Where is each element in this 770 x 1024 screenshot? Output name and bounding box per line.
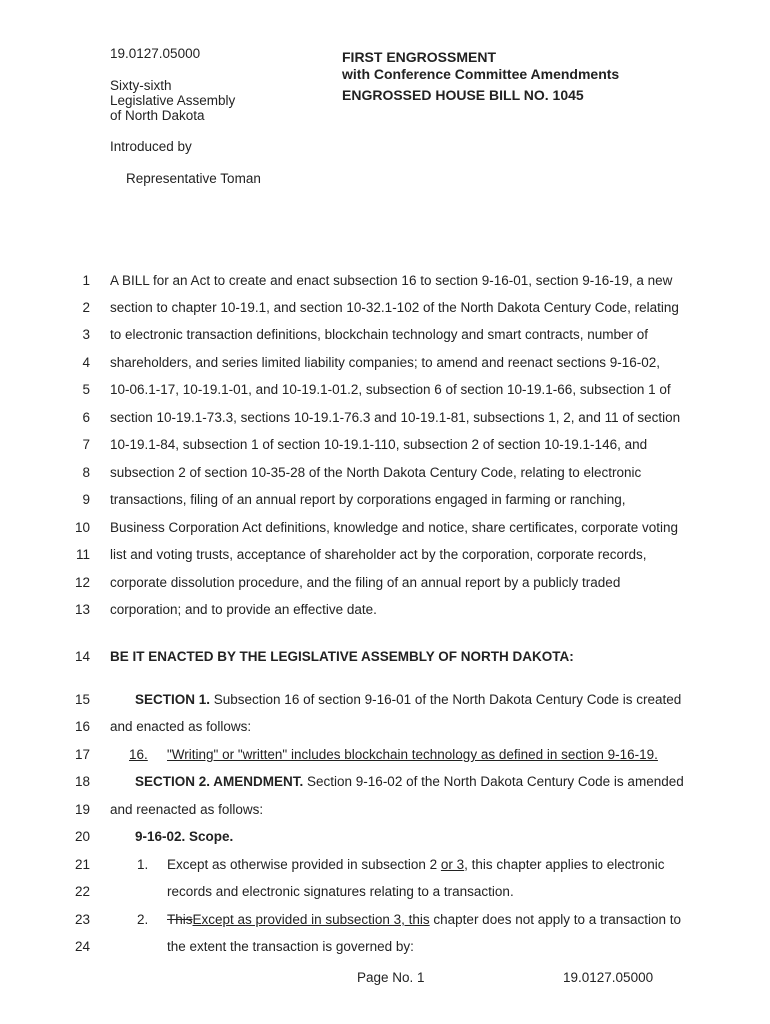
line-number: 8 <box>82 465 90 480</box>
line-number: 6 <box>82 410 90 425</box>
line-text: corporate dissolution procedure, and the filing of an annual report by a publicly traded <box>110 575 621 590</box>
line-number: 12 <box>74 575 90 590</box>
line-text: 10-06.1-17, 10-19.1-01, and 10-19.1-01.2, subsection 6 of section 10-19.1-66, subsection 1 of <box>110 382 671 397</box>
assembly-line-1: Sixty-sixth <box>110 78 172 93</box>
line-text: corporation; and to provide an effective date. <box>110 602 377 617</box>
line-number: 22 <box>74 884 90 899</box>
line-number: 3 <box>82 327 90 342</box>
inserted-text: or 3 <box>440 857 465 872</box>
line-text: list and voting trusts, acceptance of shareholder act by the corporation, corporate records, <box>110 547 647 562</box>
line-text: A BILL for an Act to create and enact subsection 16 to section 9-16-01, section 9-16-19, a new <box>110 273 673 288</box>
inserted-text: Except as provided in subsection 3, this <box>192 912 430 927</box>
line-text: records and electronic signatures relating to a transaction. <box>167 884 514 899</box>
section-heading: SECTION 2. AMENDMENT. <box>135 774 304 789</box>
line-number: 17 <box>74 747 90 762</box>
list-number: 16. <box>129 747 148 762</box>
introduced-by-label: Introduced by <box>110 139 192 154</box>
line-number: 16 <box>74 719 90 734</box>
line-text: transactions, filing of an annual report by corporations engaged in farming or ranching, <box>110 492 626 507</box>
line-text: subsection 2 of section 10-35-28 of the North Dakota Century Code, relating to electronic <box>110 465 642 480</box>
line-number: 13 <box>74 602 90 617</box>
doc-id: 19.0127.05000 <box>110 46 201 61</box>
assembly-line-2: Legislative Assembly <box>110 93 236 108</box>
line-text: to electronic transaction definitions, blockchain technology and smart contracts, number of <box>110 327 649 342</box>
line-number: 18 <box>74 774 90 789</box>
line-text: SECTION 1. Subsection 16 of section 9-16-01 of the North Dakota Century Code is created <box>135 692 682 707</box>
enacting-clause: BE IT ENACTED BY THE LEGISLATIVE ASSEMBLY OF NORTH DAKOTA: <box>110 649 574 664</box>
assembly-line-3: of North Dakota <box>110 108 205 123</box>
line-number: 24 <box>74 939 90 954</box>
line-text: shareholders, and series limited liability companies; to amend and reenact sections 9-16-02, <box>110 355 661 370</box>
line-text: section to chapter 10-19.1, and section 10-32.1-102 of the North Dakota Century Code, relating <box>110 300 679 315</box>
line-number: 9 <box>82 492 90 507</box>
line-text: Business Corporation Act definitions, knowledge and notice, share certificates, corporate voting <box>110 520 679 535</box>
inserted-text: "Writing" or "written" includes blockchain technology as defined in section 9-16-19. <box>167 747 658 762</box>
section-heading: SECTION 1. <box>135 692 211 707</box>
list-number: 2. <box>137 912 149 927</box>
amendments-subtitle: with Conference Committee Amendments <box>342 66 620 82</box>
line-text: Except as otherwise provided in subsection 2 or 3, this chapter applies to electronic <box>167 857 665 872</box>
line-text: and reenacted as follows: <box>110 802 264 817</box>
engrossment-title: FIRST ENGROSSMENT <box>342 49 497 65</box>
line-number: 5 <box>82 382 90 397</box>
line-number: 14 <box>74 649 90 664</box>
footer-doc-id: 19.0127.05000 <box>563 970 654 985</box>
line-number: 4 <box>82 355 90 370</box>
line-number: 15 <box>74 692 90 707</box>
line-number: 1 <box>82 273 90 288</box>
line-text: 10-19.1-84, subsection 1 of section 10-19.1-110, subsection 2 of section 10-19.1-146, and <box>110 437 648 452</box>
line-number: 2 <box>82 300 90 315</box>
line-number: 11 <box>75 547 90 562</box>
line-number: 19 <box>74 802 90 817</box>
line-number: 23 <box>74 912 90 927</box>
section-title: 9-16-02. Scope. <box>135 829 234 844</box>
page-number: Page No. 1 <box>357 970 425 985</box>
line-text: SECTION 2. AMENDMENT. Section 9-16-02 of the North Dakota Century Code is amended <box>135 774 684 789</box>
line-text: section 10-19.1-73.3, sections 10-19.1-76.3 and 10-19.1-81, subsections 1, 2, and 11 of section <box>110 410 681 425</box>
line-number: 21 <box>74 857 90 872</box>
bill-title: ENGROSSED HOUSE BILL NO. 1045 <box>342 87 584 103</box>
deleted-text: This <box>167 912 193 927</box>
line-number: 7 <box>82 437 90 452</box>
line-number: 10 <box>74 520 90 535</box>
list-number: 1. <box>137 857 149 872</box>
line-text: and enacted as follows: <box>110 719 252 734</box>
line-text: ThisExcept as provided in subsection 3, this chapter does not apply to a transaction to <box>167 912 682 927</box>
line-text: the extent the transaction is governed by: <box>167 939 414 954</box>
sponsor: Representative Toman <box>126 171 261 186</box>
line-number: 20 <box>74 829 90 844</box>
